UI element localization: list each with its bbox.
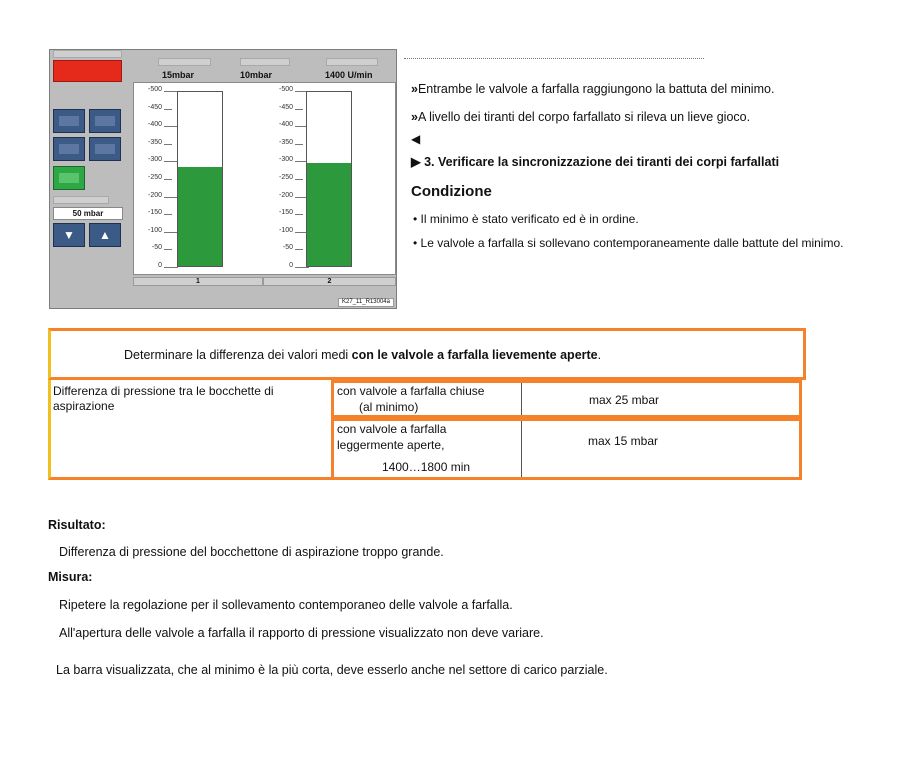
tick-label: -100 xyxy=(278,226,293,234)
double-chevron-icon: » xyxy=(411,110,418,124)
tick-label: -300 xyxy=(147,156,162,164)
tick-mark xyxy=(295,179,303,180)
back-arrow-icon[interactable]: ◀ xyxy=(411,132,421,146)
measure-item-2: All'apertura delle valvole a farfalla il rapporto di pressione visualizzato non deve variare. xyxy=(59,626,544,640)
blue-button-icon xyxy=(53,137,85,161)
cut-off-line xyxy=(404,54,724,61)
row1-value: max 25 mbar xyxy=(589,393,660,407)
step-3-title: ▶ 3. Verificare la sincronizzazione dei tiranti dei corpi farfallati xyxy=(411,155,780,169)
header-tab xyxy=(158,58,211,66)
tick-label: -200 xyxy=(278,191,293,199)
row1-condition-line2: (al minimo) xyxy=(359,400,419,414)
figure-reference: K27_11_R13004a xyxy=(338,298,394,307)
blue-button-icon xyxy=(89,109,121,133)
gauge-bar-fill xyxy=(307,163,351,266)
tick-label: 0 xyxy=(158,262,162,269)
row2-condition-line3: 1400…1800 min xyxy=(382,460,471,474)
tick-label: -350 xyxy=(147,138,162,146)
header-mid-value: 10mbar xyxy=(240,70,273,80)
tick-mark xyxy=(164,179,172,180)
tick-mark xyxy=(164,214,172,215)
tick-label: -400 xyxy=(147,121,162,129)
row2-condition-line2: leggermente aperte, xyxy=(337,438,445,452)
measure-heading: Misura: xyxy=(48,570,93,584)
tick-mark xyxy=(164,249,172,250)
tick-mark xyxy=(295,249,303,250)
tick-label: 0 xyxy=(289,262,293,269)
row2-condition-line1: con valvole a farfalla xyxy=(337,422,447,436)
red-button-icon xyxy=(53,60,122,82)
result-text: Differenza di pressione del bocchettone di aspirazione troppo grande. xyxy=(59,545,444,559)
bullet-icon: • xyxy=(413,212,418,226)
gauge-bar-fill xyxy=(178,167,222,266)
step-item-2: »A livello dei tiranti del corpo farfallato si rileva un lieve gioco. xyxy=(411,110,751,124)
tick-label: -200 xyxy=(147,191,162,199)
tick-mark xyxy=(164,109,172,110)
row2-value: max 15 mbar xyxy=(588,434,659,448)
result-heading: Risultato: xyxy=(48,518,106,532)
blue-button-icon xyxy=(89,137,121,161)
tick-mark xyxy=(295,267,309,268)
header-left-value: 15mbar xyxy=(162,70,195,80)
bar-label-2: 2 xyxy=(263,277,396,286)
spec-table xyxy=(48,328,806,480)
tick-mark xyxy=(164,232,178,233)
header-tab xyxy=(240,58,290,66)
column-divider xyxy=(521,383,522,415)
step-item-1: »Entrambe le valvole a farfalla raggiungono la battuta del minimo. xyxy=(411,82,775,96)
tab-indicator xyxy=(53,50,122,58)
bullet-icon: • xyxy=(413,236,418,250)
tick-label: -150 xyxy=(278,209,293,217)
tick-mark xyxy=(164,126,178,127)
tick-label: -450 xyxy=(278,103,293,111)
tick-mark xyxy=(295,109,303,110)
tick-mark xyxy=(164,197,178,198)
tick-label: -250 xyxy=(147,174,162,181)
column-divider xyxy=(521,421,522,477)
tick-label: -50 xyxy=(151,244,162,252)
tick-label: -250 xyxy=(278,174,293,181)
tick-label: -500 xyxy=(147,86,162,93)
tick-mark xyxy=(164,267,178,268)
bullet-item: • Le valvole a farfalla si sollevano contemporaneamente dalle battute del minimo. xyxy=(413,236,844,250)
green-button-icon xyxy=(53,166,85,190)
up-arrow-icon: ▲ xyxy=(89,223,121,247)
measure-item-3: La barra visualizzata, che al minimo è la più corta, deve esserlo anche nel settore di carico parziale. xyxy=(56,663,608,677)
tick-mark xyxy=(164,161,178,162)
table-title: Determinare la differenza dei valori medi con le valvole a farfalla lievemente aperte. xyxy=(124,348,602,362)
header-right-value: 1400 U/min xyxy=(325,70,373,80)
tick-mark xyxy=(164,91,178,92)
double-chevron-icon: » xyxy=(411,82,418,96)
side-value-box: 50 mbar xyxy=(53,207,123,220)
header-tab xyxy=(326,58,378,66)
bullet-item: • Il minimo è stato verificato ed è in ordine. xyxy=(413,212,639,226)
tick-label: -400 xyxy=(278,121,293,129)
blue-button-icon xyxy=(53,109,85,133)
tick-label: -500 xyxy=(278,86,293,93)
tick-label: -350 xyxy=(278,138,293,146)
measure-item-1: Ripetere la regolazione per il sollevamento contemporaneo delle valvole a farfalla. xyxy=(59,598,513,612)
diagnostic-screen-figure xyxy=(49,49,397,309)
tick-mark xyxy=(295,214,303,215)
tick-label: -450 xyxy=(147,103,162,111)
tab-indicator xyxy=(53,196,109,204)
condition-heading: Condizione xyxy=(411,183,492,200)
tick-label: -100 xyxy=(147,226,162,234)
bar-label-1: 1 xyxy=(133,277,263,286)
tick-label: -50 xyxy=(282,244,293,252)
tick-mark xyxy=(295,144,303,145)
tick-label: -300 xyxy=(278,156,293,164)
down-arrow-icon: ▼ xyxy=(53,223,85,247)
tick-mark xyxy=(164,144,172,145)
bar-plot-area xyxy=(133,82,396,275)
tick-label: -150 xyxy=(147,209,162,217)
play-arrow-icon: ▶ xyxy=(411,155,421,169)
row1-condition-line1: con valvole a farfalla chiuse xyxy=(337,384,485,398)
row-label: Differenza di pressione tra le bocchette di aspirazione xyxy=(53,384,274,413)
